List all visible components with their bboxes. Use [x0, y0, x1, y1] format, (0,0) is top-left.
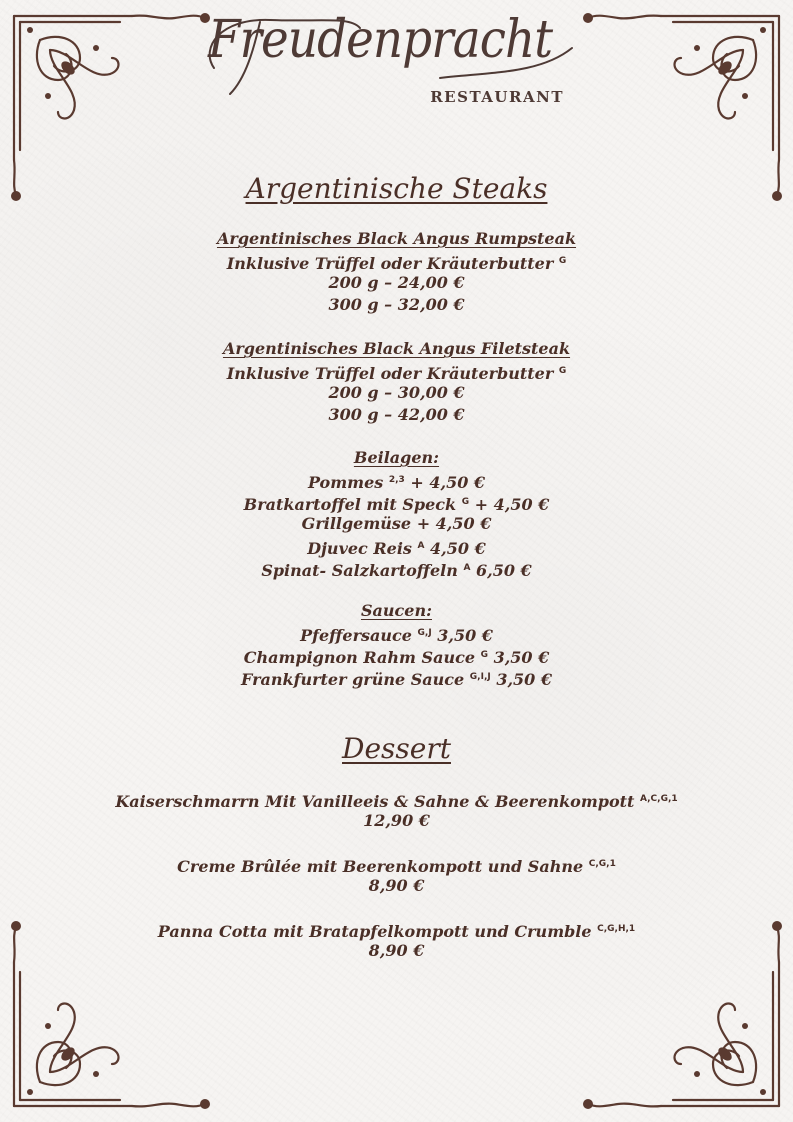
side-item [0, 557, 793, 582]
allergen-note: A,C,G,1 [640, 794, 678, 804]
dessert-item-price: 8,90 € [368, 941, 425, 960]
side-item [0, 513, 793, 535]
steak-rump-desc-text: Inklusive Trüffel oder Kräuterbutter [226, 254, 554, 273]
side-price: + 4,50 € [474, 495, 550, 514]
side-name: Pommes [307, 473, 384, 492]
sauce-item [0, 666, 793, 691]
section-title-steaks: Argentinische Steaks [245, 172, 548, 205]
steak-filet-name [0, 338, 793, 360]
logo-wordmark: Freudenpracht [208, 10, 553, 70]
sauce-name: Champignon Rahm Sauce [243, 648, 476, 667]
allergen-note: G [558, 366, 567, 376]
allergen-note: G,I,J [469, 672, 491, 682]
dessert-name: Kaiserschmarrn Mit Vanilleeis & Sahne & Beerenkompott [115, 792, 635, 811]
steak-filet-price-300: 300 g – 42,00 € [328, 405, 465, 424]
allergen-note: A [463, 563, 471, 573]
restaurant-logo [200, 8, 580, 108]
steak-filet-desc-text: Inklusive Trüffel oder Kräuterbutter [226, 364, 554, 383]
dessert-name: Creme Brûlée mit Beerenkompott und Sahne [177, 857, 584, 876]
steak-rump-name-text: Argentinisches Black Angus Rumpsteak [216, 229, 577, 248]
allergen-note: G [558, 256, 567, 266]
side-name: Spinat- Salzkartoffeln [261, 561, 458, 580]
dessert-item-price: 12,90 € [363, 811, 430, 830]
side-name: Djuvec Reis [307, 539, 412, 558]
side-name: Grillgemüse [301, 514, 412, 533]
dessert-name: Panna Cotta mit Bratapfelkompott und Crumble [157, 922, 592, 941]
allergen-note: 2,3 [388, 475, 405, 485]
sauce-name: Frankfurter grüne Sauce [241, 670, 465, 689]
sides-title-text: Beilagen: [353, 448, 440, 467]
section-title-dessert: Dessert [342, 732, 451, 765]
steak-rump-price-200: 200 g – 24,00 € [328, 273, 465, 292]
sauce-price: 3,50 € [493, 648, 550, 667]
allergen-note: G [461, 497, 470, 507]
sauce-name: Pfeffersauce [300, 626, 412, 645]
sauces-title [0, 600, 793, 622]
side-name: Bratkartoffel mit Speck [243, 495, 457, 514]
steak-filet-price-200: 200 g – 30,00 € [328, 383, 465, 402]
dessert-item-price: 8,90 € [368, 876, 425, 895]
steak-rump-price-300: 300 g – 32,00 € [328, 295, 465, 314]
side-price: 4,50 € [430, 539, 486, 558]
allergen-note: C,G,1 [588, 859, 616, 869]
sides-title [0, 447, 793, 469]
side-price: + 4,50 € [410, 473, 486, 492]
logo-subtitle: RESTAURANT [430, 88, 564, 106]
sauce-price: 3,50 € [437, 626, 493, 645]
side-price: + 4,50 € [416, 514, 492, 533]
side-price: 6,50 € [476, 561, 532, 580]
steak-filet-name-text: Argentinisches Black Angus Filetsteak [222, 339, 571, 358]
allergen-note: A [417, 541, 425, 551]
allergen-note: G [480, 650, 488, 660]
steak-rump-name [0, 228, 793, 250]
sauces-title-text: Saucen: [360, 601, 432, 620]
allergen-note: G,J [417, 628, 432, 638]
allergen-note: C,G,H,1 [597, 924, 636, 934]
sauce-price: 3,50 € [496, 670, 552, 689]
